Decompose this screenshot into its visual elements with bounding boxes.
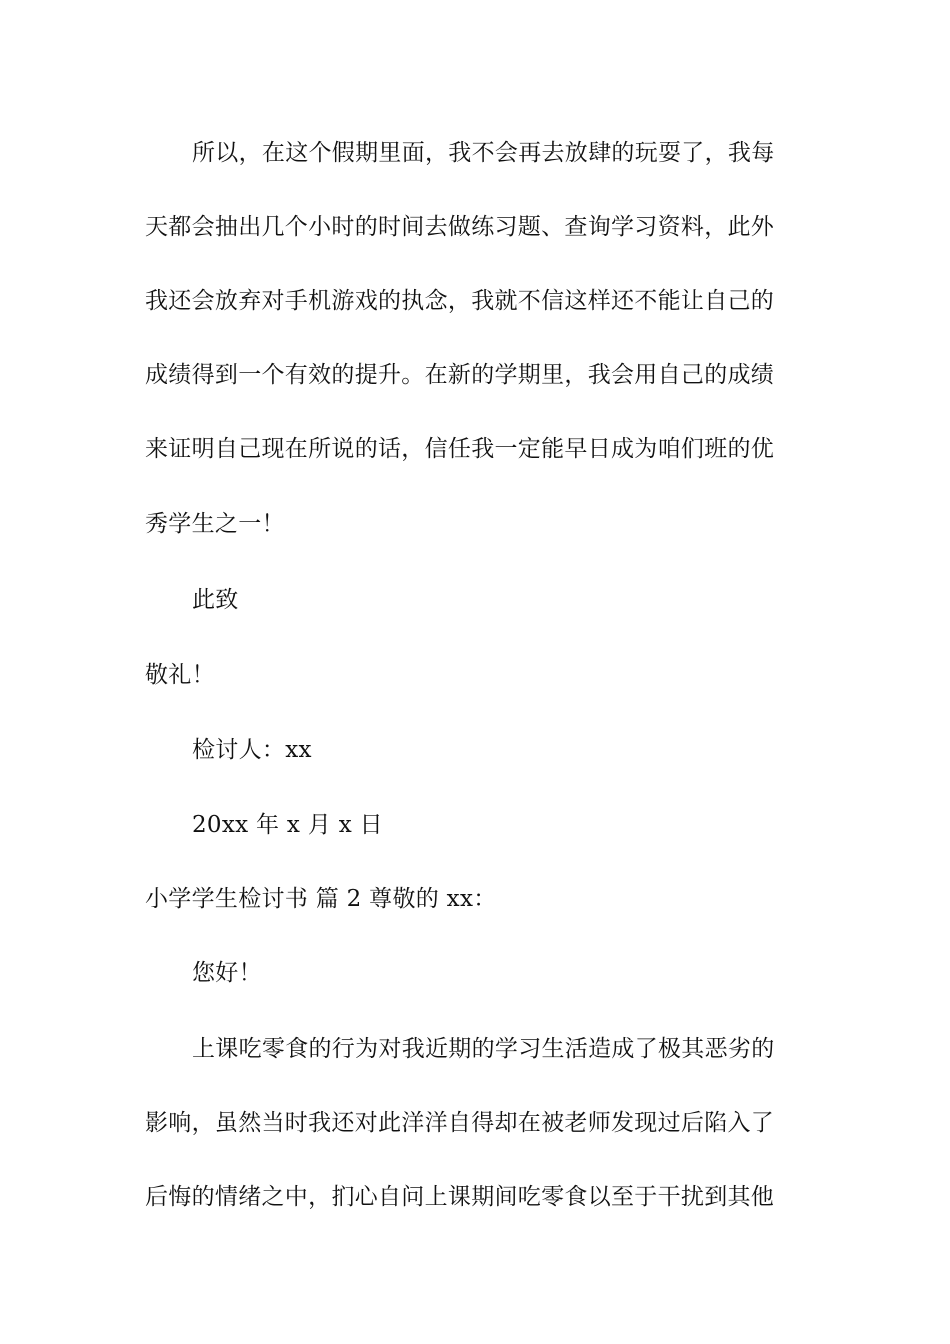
paragraph-line: 秀学生之一！	[145, 511, 285, 537]
closing-phrase: 此致	[192, 587, 239, 613]
paragraph-line: 来证明自己现在所说的话，信任我一定能早日成为咱们班的优	[145, 436, 775, 462]
paragraph-line: 所以，在这个假期里面，我不会再去放肆的玩耍了，我每	[192, 140, 775, 166]
paragraph-line: 天都会抽出几个小时的时间去做练习题、查询学习资料，此外	[145, 214, 775, 240]
greeting: 您好！	[192, 960, 262, 986]
salutation: 敬礼！	[145, 662, 215, 688]
signature-line: 检讨人：xx	[192, 737, 312, 763]
paragraph-line: 成绩得到一个有效的提升。在新的学期里，我会用自己的成绩	[145, 362, 775, 388]
date-line: 20xx 年 x 月 x 日	[192, 812, 383, 838]
paragraph-line: 后悔的情绪之中，扪心自问上课期间吃零食以至于干扰到其他	[145, 1184, 775, 1210]
paragraph-line: 我还会放弃对手机游戏的执念，我就不信这样还不能让自己的	[145, 288, 775, 314]
section-heading: 小学学生检讨书 篇 2 尊敬的 xx：	[145, 886, 497, 912]
paragraph-line: 上课吃零食的行为对我近期的学习生活造成了极其恶劣的	[192, 1036, 775, 1062]
paragraph-line: 影响，虽然当时我还对此洋洋自得却在被老师发现过后陷入了	[145, 1110, 775, 1136]
